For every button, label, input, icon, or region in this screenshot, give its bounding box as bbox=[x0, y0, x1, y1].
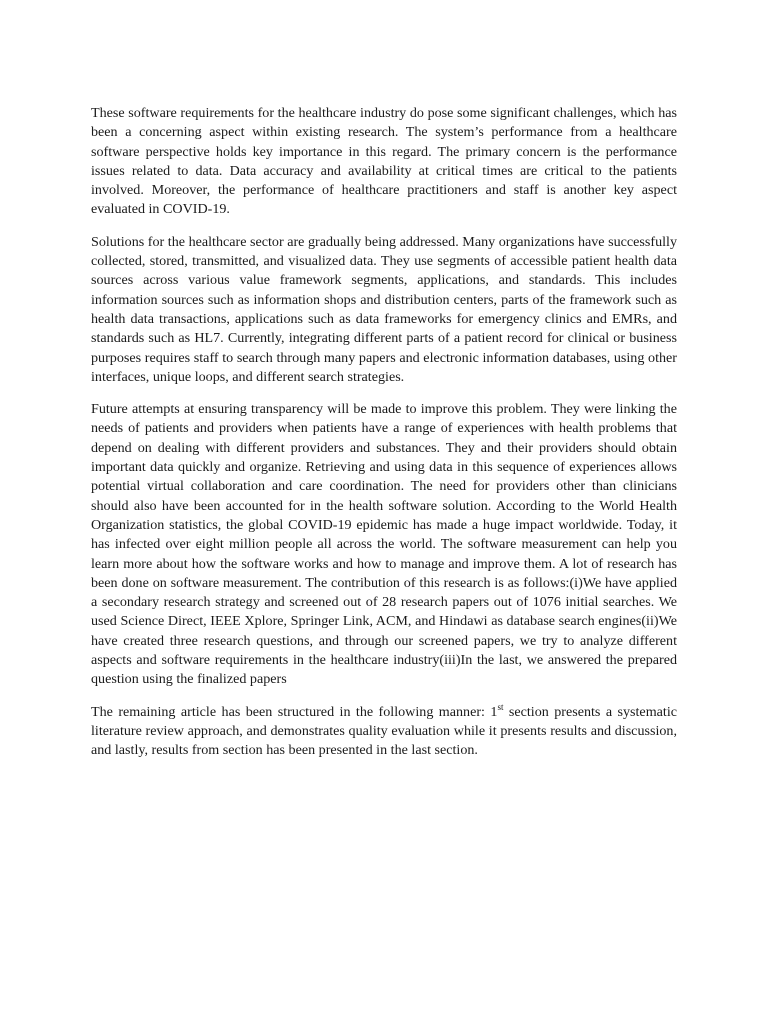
paragraph-article-structure bbox=[91, 703, 677, 761]
document-body bbox=[91, 104, 677, 761]
paragraph-future-attempts: Future attempts at ensuring transparency will be made to improve this problem. They were linking the needs of patients and providers when patients have a range of experiences with health problems that depend on dealing with different providers and substances. They and their providers should obtain important data quickly and organize. Retrieving and using data in this sequence of experiences allows potential virtual collaboration and care coordination. The need for providers other than clinicians should also have been accounted for in the health software solution. According to the World Health Organization statistics, the global COVID-19 epidemic has made a huge impact worldwide. Today, it has infected over eight million people all across the world. The software measurement can help you learn more about how the software works and how to manage and improve them. A lot of research has been done on software measurement. The contribution of this research is as follows:(i)We have applied a secondary research strategy and screened out of 28 research papers out of 1076 initial searches. We used Science Direct, IEEE Xplore, Springer Link, ACM, and Hindawi as database search engines(ii)We have created three research questions, and through our screened papers, we try to analyze different aspects and software requirements in the healthcare industry(iii)In the last, we answered the prepared question using the finalized papers bbox=[91, 401, 677, 688]
paragraph-challenges: These software requirements for the healthcare industry do pose some significant challenges, which has been a concerning aspect within existing research. The system’s performance from a healthcare software perspective holds key importance in this regard. The primary concern is the performance issues related to data. Data accuracy and availability at critical times are critical to the patients involved. Moreover, the performance of healthcare practitioners and staff is another key aspect evaluated in COVID-19. bbox=[91, 105, 677, 218]
structure-text-before: The remaining article has been structured in the following manner: 1 bbox=[91, 703, 498, 720]
paragraph-solutions: Solutions for the healthcare sector are gradually being addressed. Many organizations have successfully collected, stored, transmitted, and visualized data. They use segments of accessible patient health data sources across various value framework segments, applications, and standards. This includes information sources such as information shops and distribution centers, parts of the framework such as health data transactions, applications such as data frameworks for emergency clinics and EMRs, and standards such as HL7. Currently, integrating different parts of a patient record for clinical or business purposes requires staff to search through many papers and electronic information databases, using other interfaces, unique loops, and different search strategies. bbox=[91, 233, 677, 385]
structure-text-after: section presents a systematic literature review approach, and demonstrates quality evaluation while it presents results and discussion, and lastly, results from section has been presented in the last section. bbox=[91, 703, 677, 759]
ordinal-superscript: st bbox=[497, 701, 504, 712]
